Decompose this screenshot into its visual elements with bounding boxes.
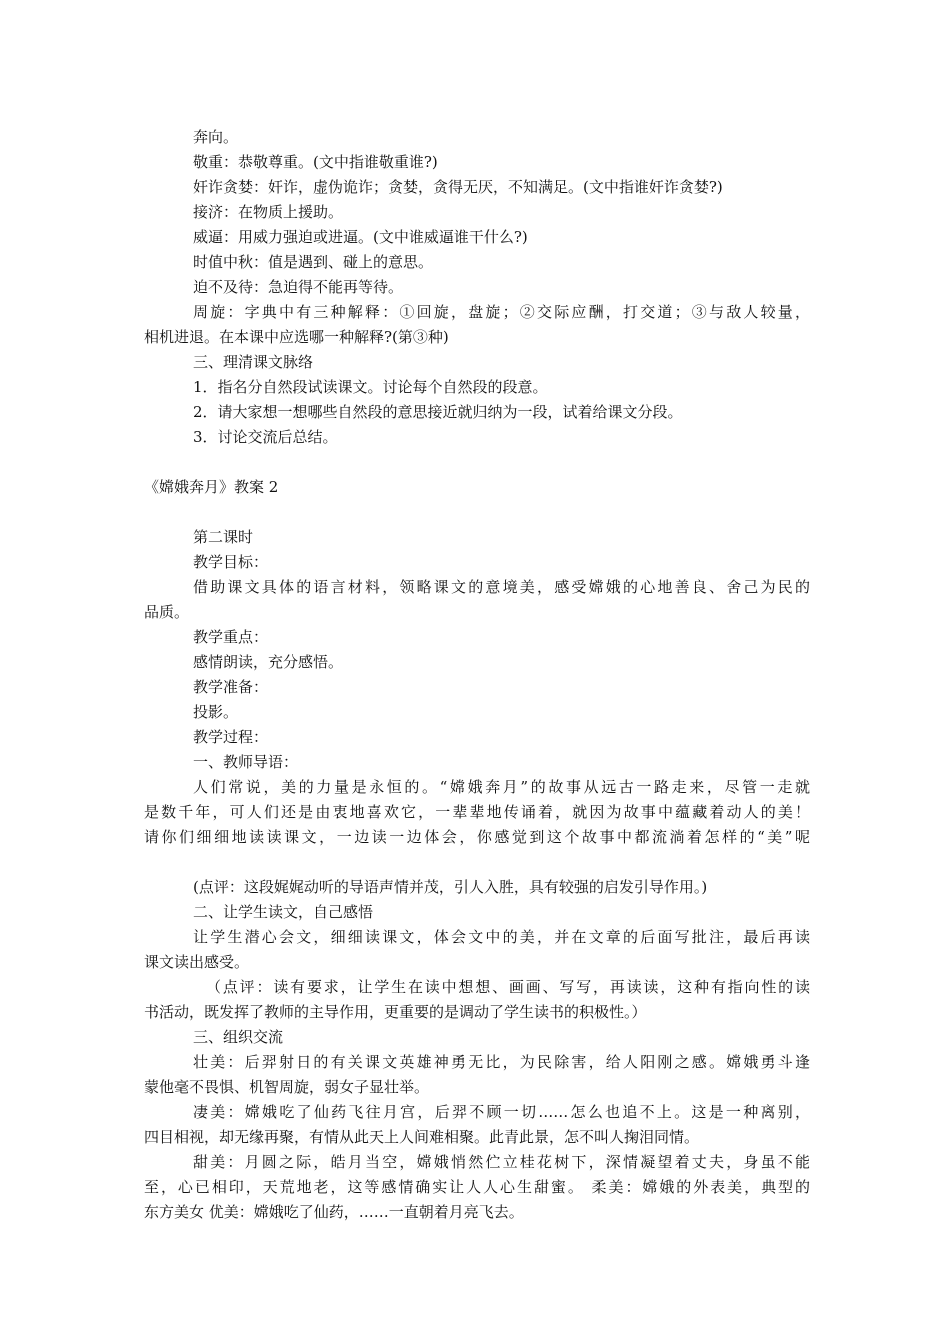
text-line: 教学过程： xyxy=(193,728,269,746)
text-line: 四目相视，却无缘再聚，有情从此天上人间难相聚。此青此景，怎不叫人掬泪同情。 xyxy=(144,1128,700,1146)
section-heading: 二、让学生读文，自己感悟 xyxy=(193,903,374,921)
text-line: 请你们细细地读读课文，一边读一边体会，你感觉到这个故事中都流淌着怎样的“美”呢 xyxy=(144,828,810,846)
text-line: 时值中秋：值是遇到、碰上的意思。 xyxy=(193,253,434,271)
text-line: 教学准备： xyxy=(193,678,269,696)
text-line: 是数千年，可人们还是由衷地喜欢它，一辈辈地传诵着，就因为故事中蕴藏着动人的美！ xyxy=(144,803,810,821)
text-line: 接济：在物质上援助。 xyxy=(193,203,344,221)
section-heading: 三、理清课文脉络 xyxy=(193,353,314,371)
text-line: 蒙他毫不畏惧、机智周旋，弱女子显壮举。 xyxy=(144,1078,430,1096)
text-line: 迫不及待：急迫得不能再等待。 xyxy=(193,278,404,296)
list-item: 1．指名分自然段试读课文。讨论每个自然段的段意。 xyxy=(193,378,548,396)
text-line: 敬重：恭敬尊重。(文中指谁敬重谁?) xyxy=(193,153,438,171)
text-line: 投影。 xyxy=(193,703,239,721)
text-line: 相机进退。在本课中应选哪一种解释?(第③种) xyxy=(144,328,449,346)
text-line: 品质。 xyxy=(144,603,190,621)
text-line: 奸诈贪婪：奸诈，虚伪诡诈；贪婪，贪得无厌，不知满足。(文中指谁奸诈贪婪?) xyxy=(193,178,723,196)
text-line: 第二课时 xyxy=(193,528,254,546)
text-line: 借助课文具体的语言材料，领略课文的意境美，感受嫦娥的心地善良、舍己为民的 xyxy=(193,578,810,596)
text-line: 凄美：嫦娥吃了仙药飞往月宫，后羿不顾一切……怎么也追不上。这是一种离别， xyxy=(193,1103,810,1121)
text-line: 教学目标： xyxy=(193,553,269,571)
comment-line: (点评：这段娓娓动听的导语声情并茂，引人入胜，具有较强的启发引导作用。) xyxy=(193,878,708,896)
text-line: 东方美女 优美：嫦娥吃了仙药，……一直朝着月亮飞去。 xyxy=(144,1203,524,1221)
list-item: 2．请大家想一想哪些自然段的意思接近就归纳为一段，试着给课文分段。 xyxy=(193,403,683,421)
list-item: 3．讨论交流后总结。 xyxy=(193,428,338,446)
text-line: 感情朗读，充分感悟。 xyxy=(193,653,344,671)
comment-line: （点评：读有要求，让学生在读中想想、画画、写写，再读读，这种有指向性的读 xyxy=(206,978,810,996)
text-line: 周旋：字典中有三种解释：①回旋，盘旋；②交际应酬，打交道；③与敌人较量， xyxy=(193,303,810,321)
text-line: 甜美：月圆之际，皓月当空，嫦娥悄然伫立桂花树下，深情凝望着丈夫，身虽不能 xyxy=(193,1153,810,1171)
section-heading: 一、教师导语： xyxy=(193,753,299,771)
text-line: 人们常说，美的力量是永恒的。“嫦娥奔月”的故事从远古一路走来，尽管一走就 xyxy=(193,778,810,796)
text-line: 壮美：后羿射日的有关课文英雄神勇无比，为民除害，给人阳刚之感。嫦娥勇斗逢 xyxy=(193,1053,810,1071)
document-title: 《嫦娥奔月》教案 2 xyxy=(144,478,279,496)
text-line: 让学生潜心会文，细细读课文，体会文中的美，并在文章的后面写批注，最后再读 xyxy=(193,928,810,946)
text-line: 威逼：用威力强迫或进逼。(文中谁威逼谁干什么?) xyxy=(193,228,528,246)
section-heading: 三、组织交流 xyxy=(193,1028,284,1046)
text-line: 至，心已相印，天荒地老，这等感情确实让人人心生甜蜜。 柔美：嫦娥的外表美，典型的 xyxy=(144,1178,810,1196)
comment-line: 书活动，既发挥了教师的主导作用，更重要的是调动了学生读书的积极性。） xyxy=(144,1003,647,1021)
text-line: 教学重点： xyxy=(193,628,269,646)
text-line: 奔向。 xyxy=(193,128,239,146)
text-line: 课文读出感受。 xyxy=(144,953,250,971)
